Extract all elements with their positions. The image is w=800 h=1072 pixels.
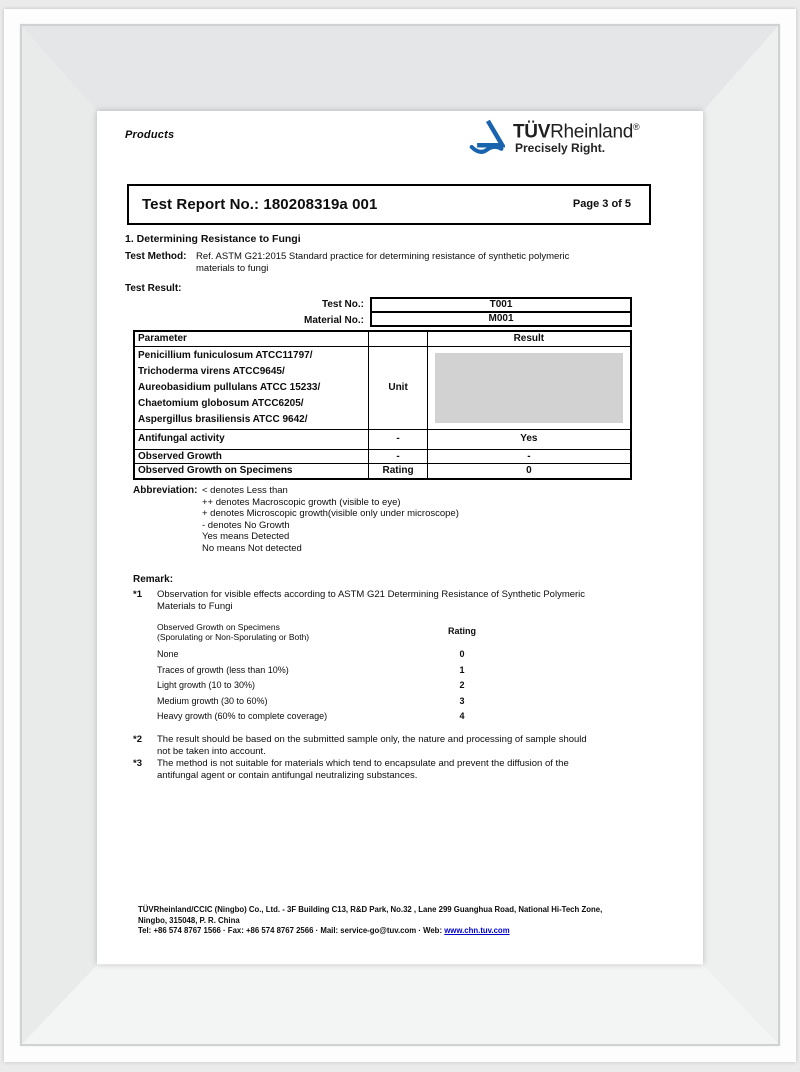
frame-mat — [22, 26, 778, 1044]
tuv-logo-text — [513, 117, 639, 155]
report-number-box — [127, 184, 651, 225]
test-no-label: Test No.: — [321, 299, 364, 310]
abbreviation-label: Abbreviation: — [133, 485, 198, 496]
remark-item-3 — [133, 758, 635, 781]
material-no-label: Material No.: — [303, 315, 364, 326]
growth-row: Traces of growth (less than 10%) 1 — [157, 664, 465, 675]
organism-line: Trichoderma virens ATCC9645/ — [138, 365, 285, 377]
test-report-page — [97, 111, 703, 964]
growth-row: Medium growth (30 to 60%) 3 — [157, 695, 465, 706]
parameter-header: Parameter — [134, 331, 369, 346]
material-no-row — [133, 313, 632, 328]
unit-cell: Unit — [369, 346, 427, 429]
table-row: Antifungal activity - Yes — [134, 429, 631, 449]
table-header-row — [134, 331, 631, 346]
footer-web-link[interactable]: www.chn.tuv.com — [444, 926, 510, 935]
organisms-cell — [134, 346, 369, 429]
remark-text: Observation for visible effects according to ASTM G21 Determining Resistance of Synthetic Polymeric Materials to Fungi — [157, 589, 586, 612]
organism-line: Aureobasidium pullulans ATCC 15233/ — [138, 381, 321, 393]
growth-header-label: Observed Growth on Specimens (Sporulating or Non-Sporulating or Both) — [157, 622, 310, 642]
redacted-result-cell — [427, 346, 631, 429]
remark-marker: *1 — [133, 589, 142, 600]
table-row: Observed Growth - - — [134, 449, 631, 464]
test-method — [125, 251, 569, 274]
footer-address-line2: Ningbo, 315048, P. R. China — [138, 915, 240, 925]
parameter-result-table — [133, 330, 632, 480]
growth-row: Light growth (10 to 30%) 2 — [157, 680, 465, 691]
tuv-triangle-icon — [469, 117, 505, 159]
remark-marker: *3 — [133, 758, 142, 769]
test-result-label: Test Result: — [125, 283, 182, 294]
rating-header: Rating — [448, 626, 476, 637]
table-row: Observed Growth on Specimens Rating 0 — [134, 464, 631, 480]
test-method-label: Test Method: — [125, 251, 187, 262]
tuv-brand-name: TÜVRheinland® — [513, 121, 640, 143]
footer-contact-line: Tel: +86 574 8767 1566 · Fax: +86 574 8767 2566 · Mail: service-go@tuv.com · Web: www.chn.tuv.com — [138, 926, 510, 935]
products-label: Products — [125, 129, 175, 141]
remark-item-2 — [133, 734, 635, 757]
section-title: 1. Determining Resistance to Fungi — [125, 233, 301, 245]
organism-line: Penicillium funiculosum ATCC11797/ — [138, 349, 313, 361]
footer — [138, 905, 678, 937]
footer-address-line1: TÜVRheinland/CCIC (Ningbo) Co., Ltd. - 3F Building C13, R&D Park, No.32 , Lane 299 Guanghua Road, National Hi-Tech Zone, — [138, 905, 603, 914]
unit-header-empty — [369, 331, 427, 346]
redacted-box — [435, 353, 623, 423]
remark-marker: *2 — [133, 734, 142, 745]
growth-table-header — [157, 622, 517, 642]
abbreviation-lines: < denotes Less than ++ denotes Macroscopic growth (visible to eye) + denotes Microscopic growth(visible only under microscope) - denotes No Growth Yes means Detected No means Not detected — [202, 485, 459, 554]
registered-mark: ® — [632, 122, 640, 132]
test-method-text: Ref. ASTM G21:2015 Standard practice for determining resistance of synthetic polymeric materials to fungi — [196, 251, 570, 274]
organism-line: Chaetomium globosum ATCC6205/ — [138, 397, 304, 409]
report-number: Test Report No.: 180208319a 001 — [142, 195, 378, 213]
organisms-row — [134, 346, 631, 429]
organism-line: Aspergillus brasiliensis ATCC 9642/ — [138, 413, 308, 425]
remark-item-1 — [133, 589, 635, 612]
growth-row: Heavy growth (60% to complete coverage) 4 — [157, 711, 465, 722]
growth-row: None 0 — [157, 649, 465, 659]
tuv-logo — [469, 117, 639, 159]
remark-text: The result should be based on the submitted sample only, the nature and processing of sample should not be taken into account. — [157, 734, 587, 757]
growth-rating-table — [157, 622, 517, 725]
material-no-value: M001 — [370, 311, 632, 327]
remark-label: Remark: — [133, 574, 174, 585]
tuv-tagline: Precisely Right. — [515, 141, 606, 156]
abbreviation-block — [133, 485, 459, 555]
result-header: Result — [427, 331, 631, 346]
picture-frame — [4, 9, 796, 1062]
remark-text: The method is not suitable for materials which tend to encapsulate and prevent the diffusion of the antifungal agent or contain antifungal neutralizing substances. — [157, 758, 569, 781]
result-table — [133, 297, 632, 480]
page-indicator: Page 3 of 5 — [572, 197, 631, 210]
test-no-value: T001 — [370, 297, 632, 313]
